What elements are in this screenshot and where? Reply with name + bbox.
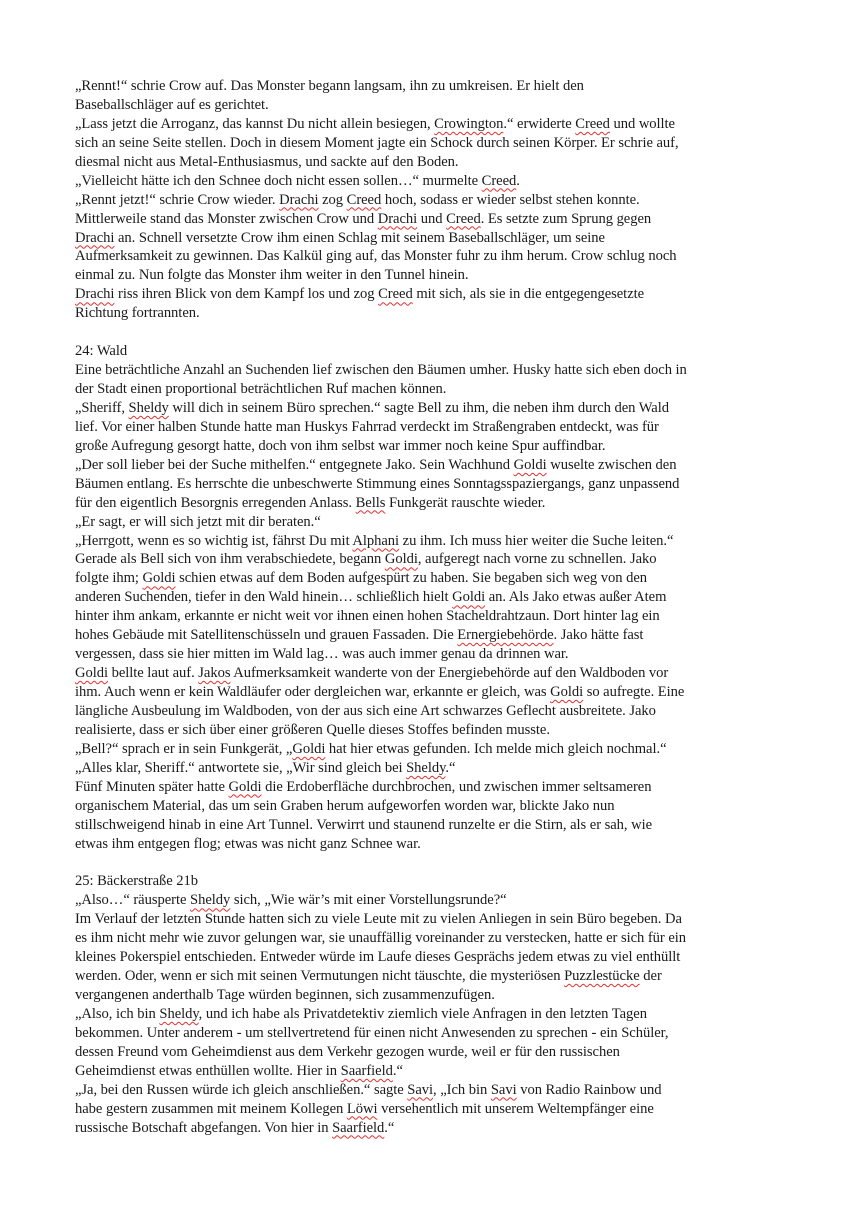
text-run: der Stadt einen proportional beträchtlichen Ruf machen können.: [75, 381, 447, 397]
text-line: [75, 759, 795, 778]
text-run: kleines Pokerspiel entschieden. Entweder würde im Laufe dieses Gesprächs jedem etwas zu viel enthüllt: [75, 949, 681, 966]
text-run: etwas ihm entgegen flog; etwas was nicht ganz Schnee war.: [75, 835, 421, 852]
text-line: [75, 1024, 795, 1043]
text-run: . Es setzte zum Sprung gegen: [480, 210, 652, 227]
text-run: , „Ich bin: [433, 1081, 491, 1098]
blank-line: [75, 323, 795, 342]
text-run: . Jako hätte fast: [553, 627, 644, 644]
text-run: Funkgerät rauschte wieder.: [385, 494, 546, 511]
misspelled-word: Sheldy: [406, 759, 446, 776]
text-line: [75, 797, 795, 816]
text-run: der: [639, 968, 662, 985]
text-line: [75, 702, 795, 721]
blank-line: [75, 853, 795, 872]
text-run: Eine beträchtliche Anzahl an Suchenden lief zwischen den Bäumen umher. Husky hatte sich eben doch in: [75, 362, 687, 379]
text-run: und: [417, 210, 447, 227]
misspelled-word: Sheldy: [190, 892, 231, 909]
text-line: [75, 550, 795, 569]
text-line: [75, 1005, 795, 1024]
text-line: [75, 456, 795, 475]
text-run: Baseballschläger auf es gerichtet.: [75, 96, 269, 113]
misspelled-word: Creed: [575, 115, 610, 132]
text-line: [75, 134, 795, 153]
text-run: schien etwas auf dem Boden aufgespürt zu haben. Sie begaben sich weg von den: [175, 570, 648, 587]
text-run: „Lass jetzt die Arroganz, das kannst Du nicht allein besiegen,: [75, 115, 435, 132]
misspelled-word: Saarfield: [340, 1062, 393, 1079]
text-line: [75, 77, 795, 96]
text-line: [75, 986, 795, 1005]
text-line: [75, 607, 795, 626]
text-line: [75, 569, 795, 588]
text-line: [75, 475, 795, 494]
text-run: große Aufregung gesorgt hatte, doch von ihm selbst war immer noch keine Spur auffindbar.: [75, 437, 606, 454]
text-run: längliche Ausbeulung im Waldboden, von der aus sich eine Art schwarzes Geflecht ausbreitete. Jako: [75, 702, 656, 719]
text-line: [75, 494, 795, 513]
text-run: , und ich habe als Privatdetektiv ziemlich viele Anfragen in den letzten Tagen: [198, 1005, 647, 1022]
misspelled-word: Goldi: [384, 551, 418, 568]
text-line: [75, 532, 795, 551]
text-run: die Erdoberfläche durchbrochen, und zwischen immer seltsameren: [261, 778, 652, 795]
text-run: „Ja, bei den Russen würde ich gleich anschließen.“ sagte: [75, 1081, 408, 1098]
text-line: [75, 285, 795, 304]
document-page[interactable]: [75, 77, 795, 1138]
text-line: [75, 778, 795, 797]
text-run: mit sich, als sie in die entgegengesetzte: [412, 286, 645, 303]
misspelled-word: Sheldy: [159, 1005, 199, 1022]
text-run: vergessen, dass sie hier mitten im Wald lag… was auch immer genau da drinnen war.: [75, 646, 569, 663]
text-line: [75, 740, 795, 759]
text-run: an. Als Jako etwas außer Atem: [485, 589, 667, 606]
text-run: an. Schnell versetzte Crow ihm einen Schlag mit seinem Baseballschläger, um seine: [114, 229, 605, 246]
text-line: [75, 1062, 795, 1081]
misspelled-word: Goldi: [228, 778, 262, 795]
text-line: [75, 1100, 795, 1119]
section-heading: 24: Wald: [75, 343, 128, 360]
text-line: [75, 266, 795, 285]
text-run: lief. Vor einer halben Stunde hatte man Huskys Fahrrad verdeckt im Straßengraben entdeckt, was für: [75, 418, 659, 435]
text-run: sich an seine Seite stellen. Doch in diesem Moment jagte ein Schock durch seinen Körper. Er schrie auf,: [75, 134, 679, 151]
text-run: zog: [318, 191, 347, 208]
text-line: [75, 1081, 795, 1100]
text-line: [75, 910, 795, 929]
text-run: für den eigentlich Besorgnis erregenden Anlass.: [75, 494, 356, 511]
text-run: „Rennt jetzt!“ schrie Crow wieder.: [75, 191, 280, 208]
section-3: [75, 853, 795, 1137]
text-run: will dich in seinem Büro sprechen.“ sagte Bell zu ihm, die neben ihm durch den Wald: [168, 399, 669, 416]
text-run: es ihm nicht mehr wie zuvor gelungen war, sie unauffällig voreinander zu verstecken, hatte er sich für ein: [75, 930, 687, 947]
text-line: [75, 361, 795, 380]
text-run: Bäumen entlang. Es herrschte die unbeschwerte Stimmung eines Sonntagsspaziergangs, ganz unpassend: [75, 475, 680, 492]
misspelled-word: Goldi: [292, 740, 326, 757]
text-run: versehentlich mit unserem Weltempfänger eine: [377, 1100, 654, 1117]
text-line: [75, 891, 795, 910]
text-line: [75, 816, 795, 835]
text-line: [75, 96, 795, 115]
text-run: vergangenen anderthalb Tage würden beginnen, sich zusammenzufügen.: [75, 987, 495, 1003]
misspelled-word: Goldi: [452, 589, 486, 606]
misspelled-word: Saarfield: [332, 1119, 385, 1136]
text-run: Gerade als Bell sich von ihm verabschiedete, begann: [75, 551, 385, 568]
text-line: [75, 418, 795, 437]
text-line: [75, 967, 795, 986]
text-run: russische Botschaft abgefangen. Von hier in: [75, 1119, 333, 1136]
text-run: realisierte, dass er sich über einer größeren Quelle dieses Stoffes befinden musste.: [75, 721, 550, 738]
text-run: .“ erwiderte: [503, 115, 576, 132]
text-run: „Rennt!“ schrie Crow auf. Das Monster begann langsam, ihn zu umkreisen. Er hielt den: [75, 78, 584, 94]
misspelled-word: Savi: [407, 1081, 434, 1098]
text-run: .“: [445, 759, 456, 776]
text-run: „Vielleicht hätte ich den Schnee doch nicht essen sollen…“ murmelte: [75, 172, 482, 189]
misspelled-word: Creed: [446, 210, 481, 227]
section-1: [75, 77, 795, 323]
text-line: [75, 115, 795, 134]
text-line: [75, 172, 795, 191]
misspelled-word: Drachi: [75, 229, 115, 246]
misspelled-word: Drachi: [279, 191, 319, 208]
misspelled-word: Goldi: [513, 456, 547, 473]
text-line: [75, 247, 795, 266]
misspelled-word: Puzzlestücke: [564, 968, 640, 985]
misspelled-word: Creed: [378, 286, 413, 303]
misspelled-word: Goldi: [75, 665, 108, 682]
text-run: „Sheriff,: [75, 399, 129, 416]
text-run: dessen Freund vom Geheimdienst aus dem Verkehr gezogen wurde, weil er für den russischen: [75, 1043, 620, 1060]
text-run: stillschweigend hinab in eine Art Tunnel. Verwirrt und staunend runzelte er die Stirn, als er sah, wie: [75, 816, 653, 833]
text-line: [75, 664, 795, 683]
text-line: [75, 1119, 795, 1138]
text-run: riss ihren Blick von dem Kampf los und zog: [114, 286, 379, 303]
text-run: „Alles klar, Sheriff.“ antwortete sie, „Wir sind gleich bei: [75, 759, 407, 776]
text-line: [75, 399, 795, 418]
text-line: [75, 304, 795, 323]
text-run: ihm. Auch wenn er kein Waldläufer oder dergleichen war, erkannte er gleich, was: [75, 684, 551, 700]
text-line: [75, 153, 795, 172]
text-run: „Er sagt, er will sich jetzt mit dir beraten.“: [75, 513, 321, 530]
text-run: hinter ihm ankam, erkannte er nicht weit vor ihnen einen hohen Stacheldrahtzaun. Dort hinter lag ein: [75, 608, 660, 625]
misspelled-word: Savi: [490, 1081, 517, 1098]
misspelled-word: Sheldy: [128, 399, 169, 416]
text-run: .: [516, 172, 520, 189]
text-run: hat hier etwas gefunden. Ich melde mich gleich nochmal.“: [325, 740, 667, 757]
misspelled-word: Löwi: [346, 1100, 378, 1117]
text-run: bekommen. Unter anderem - um stellvertretend für einen nicht Anwesenden zu sprechen - ein Schüler,: [75, 1024, 669, 1041]
text-run: und wollte: [609, 115, 675, 132]
text-line: [75, 721, 795, 740]
text-run: „Der soll lieber bei der Suche mithelfen.“ entgegnete Jako. Sein Wachhund: [75, 456, 514, 473]
text-run: Aufmerksamkeit wanderte von der Energiebehörde auf den Waldboden vor: [230, 665, 669, 682]
text-run: habe gestern zusammen mit meinem Kollegen: [75, 1100, 347, 1117]
misspelled-word: Drachi: [75, 286, 115, 303]
text-run: zu ihm. Ich muss hier weiter die Suche leiten.“: [399, 532, 674, 549]
text-line: [75, 645, 795, 664]
text-line: [75, 626, 795, 645]
misspelled-word: Bells: [355, 494, 386, 511]
text-line: [75, 229, 795, 248]
text-run: Im Verlauf der letzten Stunde hatten sich zu viele Leute mit zu vielen Anliegen in sein Büro begeben. Da: [75, 911, 682, 928]
section-heading: 25: Bäckerstraße 21b: [75, 873, 199, 890]
text-line: [75, 948, 795, 967]
misspelled-word: Crowington: [434, 115, 504, 132]
misspelled-word: Alphani: [352, 532, 400, 549]
text-line: [75, 683, 795, 702]
text-run: anderen Suchenden, tiefer in den Wald hinein… schließlich hielt: [75, 589, 453, 606]
text-line: [75, 437, 795, 456]
misspelled-word: Goldi: [550, 684, 584, 700]
text-run: diesmal nicht aus Metal-Enthusiasmus, und sackte auf den Boden.: [75, 153, 459, 170]
text-run: bellte laut auf.: [108, 665, 199, 682]
text-run: Fünf Minuten später hatte: [75, 778, 229, 795]
text-run: .“: [384, 1119, 395, 1136]
text-run: Richtung fortrannten.: [75, 305, 200, 322]
text-run: Mittlerweile stand das Monster zwischen Crow und: [75, 210, 378, 227]
text-run: hohes Gebäude mit Satellitenschüsseln und grauen Fassaden. Die: [75, 627, 458, 644]
text-run: einmal zu. Nun folgte das Monster ihm weiter in den Tunnel hinein.: [75, 267, 469, 284]
text-line: [75, 588, 795, 607]
text-line: [75, 835, 795, 854]
text-run: von Radio Rainbow und: [516, 1081, 662, 1098]
text-run: so aufregte. Eine: [583, 684, 685, 700]
text-run: hoch, sodass er wieder selbst stehen konnte.: [381, 191, 640, 208]
text-run: „Bell?“ sprach er in sein Funkgerät, „: [75, 740, 293, 757]
text-line: [75, 210, 795, 229]
text-run: sich, „Wie wär’s mit einer Vorstellungsrunde?“: [230, 892, 507, 909]
text-run: Aufmerksamkeit zu gewinnen. Das Kalkül ging auf, das Monster fuhr zu ihm herum. Crow schlug noch: [75, 248, 677, 265]
text-line: [75, 380, 795, 399]
text-run: organischem Material, das um sein Graben herum aufgeworfen worden war, blickte Jako nun: [75, 797, 615, 814]
misspelled-word: Drachi: [377, 210, 418, 227]
text-run: „Herrgott, wenn es so wichtig ist, fährst Du mit: [75, 532, 353, 549]
misspelled-word: Ernergiebehörde: [457, 627, 554, 644]
text-run: folgte ihm;: [75, 570, 143, 587]
text-run: Geheimdienst etwas enthüllen wollte. Hier in: [75, 1062, 341, 1079]
text-line: [75, 191, 795, 210]
text-run: .“: [392, 1062, 403, 1079]
misspelled-word: Jakos: [198, 665, 231, 682]
text-line: [75, 513, 795, 532]
text-run: wuselte zwischen den: [546, 456, 677, 473]
text-run: , aufgeregt nach vorne zu schnellen. Jako: [417, 551, 657, 568]
misspelled-word: Creed: [346, 191, 382, 208]
text-line: [75, 929, 795, 948]
section-2: [75, 323, 795, 853]
text-run: werden. Oder, wenn er sich mit seinen Vermutungen nicht täuschte, die mysteriösen: [75, 968, 565, 985]
misspelled-word: Creed: [481, 172, 517, 189]
misspelled-word: Goldi: [142, 570, 176, 587]
text-run: „Also…“ räusperte: [75, 892, 190, 909]
text-line: [75, 1043, 795, 1062]
text-run: „Also, ich bin: [75, 1005, 160, 1022]
